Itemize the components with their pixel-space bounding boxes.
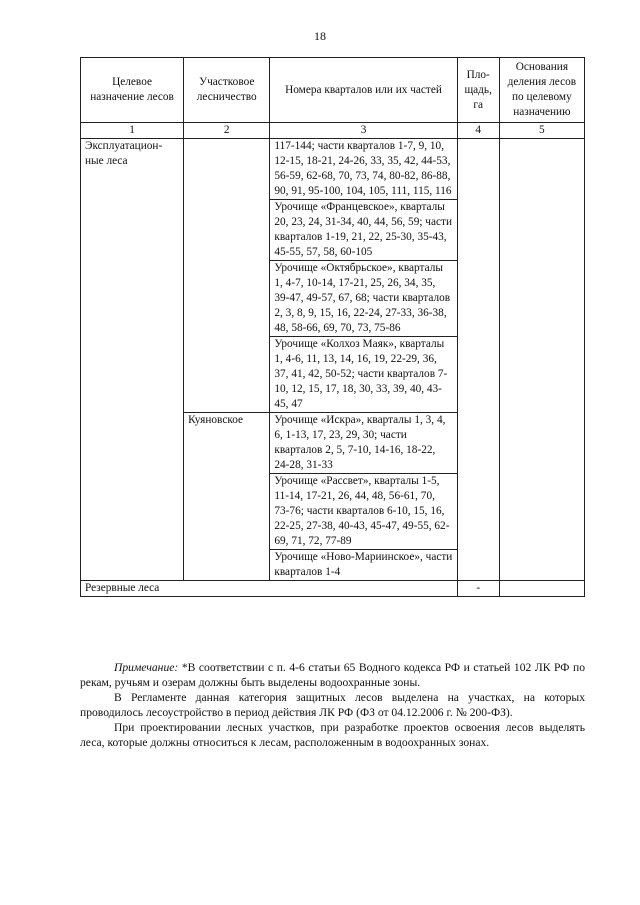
note-paragraph: При проектировании лесных участков, при разработке проектов освоения лесов выделять леса, которые должны относиться к лесам, расположенным в водоохранных зонах. bbox=[80, 721, 585, 749]
area-cell bbox=[457, 139, 499, 581]
note-label: Примечание: bbox=[114, 661, 179, 674]
column-number: 2 bbox=[184, 123, 270, 139]
basis-cell bbox=[499, 139, 584, 581]
header-purpose: Целевое назначение лесов bbox=[81, 58, 184, 123]
quarters-cell: Урочище «Ново-Мариинское», части кварталов 1-4 bbox=[270, 550, 457, 581]
note-block bbox=[80, 660, 585, 750]
reserve-basis-cell bbox=[499, 581, 584, 597]
column-number: 4 bbox=[457, 123, 499, 139]
reserve-purpose-cell: Резервные леса bbox=[81, 581, 458, 597]
quarters-cell: Урочище «Колхоз Маяк», кварталы 1, 4-6, 11, 13, 14, 16, 19, 22-29, 36, 37, 41, 42, 50-52; части кварталов 7-10, 12, 15, 17, 18, 30, 33, 39, 40, 43-45, 47 bbox=[270, 337, 457, 413]
note-paragraph bbox=[80, 660, 585, 690]
reserve-area-cell: - bbox=[457, 581, 499, 597]
note-text: *В соответствии с п. 4-6 статьи 65 Водного кодекса РФ и статьей 102 ЛК РФ по рекам, ручьям и озерам должны быть выделены водоохранные зоны. bbox=[80, 661, 585, 689]
quarters-cell: Урочище «Искра», кварталы 1, 3, 4, 6, 1-13, 17, 23, 29, 30; части кварталов 2, 5, 7-10, 14-16, 18-22, 24-28, 31-33 bbox=[270, 413, 457, 474]
column-number: 5 bbox=[499, 123, 584, 139]
column-number: 3 bbox=[270, 123, 457, 139]
quarters-cell: Урочище «Октябрьское», кварталы 1, 4-7, 10-14, 17-21, 25, 26, 34, 35, 39-47, 49-57, 67, 68; части кварталов 2, 3, 8, 9, 15, 16, 22-24, 27-33, 36-38, 48, 58-66, 69, 70, 73, 75-86 bbox=[270, 261, 457, 337]
quarters-cell: 117-144; части кварталов 1-7, 9, 10, 12-15, 18-21, 24-26, 33, 35, 42, 44-53, 56-59, 62-68, 70, 73, 74, 80-82, 86-88, 90, 91, 95-100, 104, 105, 111, 115, 116 bbox=[270, 139, 457, 200]
table-row-reserve bbox=[81, 581, 585, 597]
column-number: 1 bbox=[81, 123, 184, 139]
forest-purpose-table bbox=[80, 57, 585, 597]
quarters-cell: Урочище «Рассвет», кварталы 1-5, 11-14, 17-21, 26, 44, 48, 56-61, 70, 73-76; части кварталов 6-10, 15, 16, 22-25, 27-38, 40-43, 45-47, 49-55, 62-69, 71, 72, 77-89 bbox=[270, 474, 457, 550]
header-area: Пло-щадь, га bbox=[457, 58, 499, 123]
header-district: Участковое лесничество bbox=[184, 58, 270, 123]
table-row bbox=[81, 139, 585, 200]
header-basis: Основания деления лесов по целевому назначению bbox=[499, 58, 584, 123]
district-cell: Куяновское bbox=[184, 413, 270, 581]
table-header-row bbox=[81, 58, 585, 123]
purpose-cell: Эксплуатацион-ные леса bbox=[81, 139, 184, 581]
header-quarters: Номера кварталов или их частей bbox=[270, 58, 457, 123]
quarters-cell: Урочище «Францевское», кварталы 20, 23, 24, 31-34, 40, 44, 56, 59; части кварталов 1-19, 21, 22, 25-30, 35-43, 45-55, 57, 58, 60-105 bbox=[270, 200, 457, 261]
page-number: 18 bbox=[314, 29, 326, 43]
note-paragraph: В Регламенте данная категория защитных лесов выделена на участках, на которых проводилось лесоустройство в период действия ЛК РФ (ФЗ от 04.12.2006 г. № 200-ФЗ). bbox=[80, 691, 585, 719]
column-number-row bbox=[81, 123, 585, 139]
district-cell bbox=[184, 139, 270, 413]
